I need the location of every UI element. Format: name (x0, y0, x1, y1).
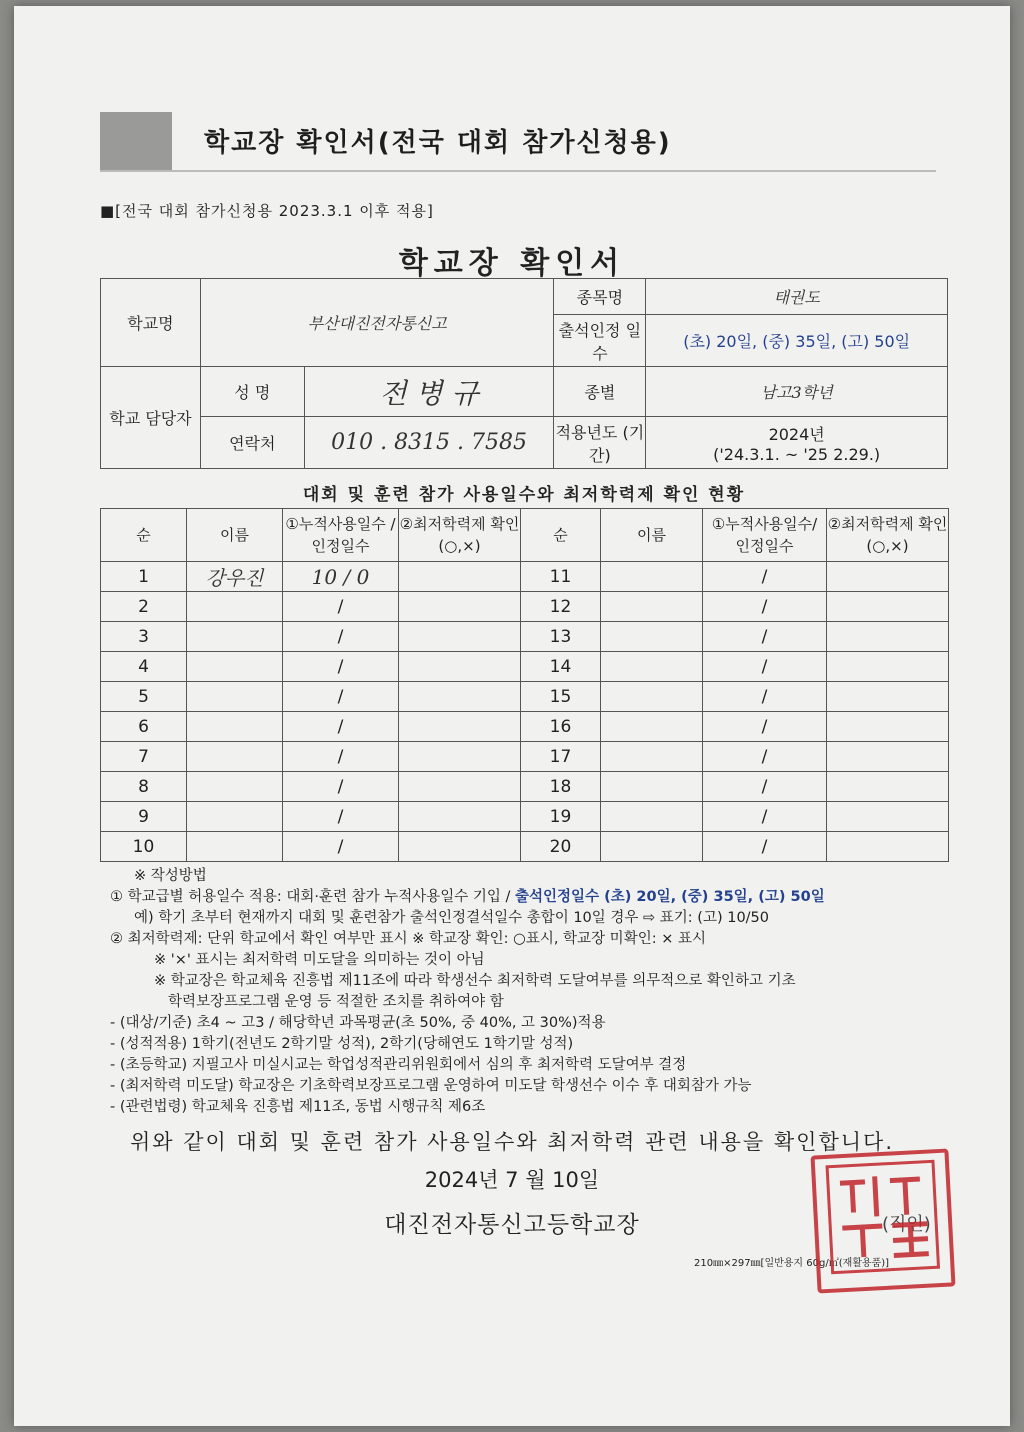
student-name: 강우진 (187, 562, 283, 592)
instructions-title: ※ 작성방법 (134, 868, 207, 884)
days-value: / (703, 802, 827, 832)
row-number: 2 (101, 592, 187, 622)
student-name (187, 652, 283, 682)
row-number: 17 (521, 742, 601, 772)
table-row (101, 742, 949, 772)
note-1-highlight: 출석인정일수 (초) 20일, (중) 35일, (고) 50일 (515, 889, 825, 905)
check-cell (399, 832, 521, 862)
row-number: 7 (101, 742, 187, 772)
student-name (601, 562, 703, 592)
student-name (601, 802, 703, 832)
row-number: 11 (521, 562, 601, 592)
row-number: 12 (521, 592, 601, 622)
note-1 (110, 887, 970, 908)
col-header-min-academic: ②최저학력제 확인(○,×) (399, 509, 521, 562)
contact-person-label: 학교 담당자 (101, 367, 201, 469)
student-name (601, 772, 703, 802)
note-1-text: ① 학교급별 허용일수 적용: 대회·훈련 참가 누적사용일수 기입 / (110, 889, 516, 905)
row-number: 14 (521, 652, 601, 682)
row-number: 1 (101, 562, 187, 592)
detail-4: - (최저학력 미도달) 학교장은 기초학력보장프로그램 운영하여 미도달 학생선수 이수 후 대회참가 가능 (110, 1078, 752, 1094)
year-label: 적용년도 (기간) (554, 417, 646, 469)
paper-spec: 210㎜×297㎜[일반용지 60g/㎡(재활용품)] (694, 1258, 890, 1269)
name-value: 전 병 규 (304, 367, 554, 417)
check-cell (827, 712, 949, 742)
col-header-name: 이름 (187, 509, 283, 562)
detail-1: - (대상/기준) 초4 ~ 고3 / 해당학년 과목평균(초 50%, 중 40%, 고 30%)적용 (110, 1015, 606, 1031)
note-1-example: 예) 학기 초부터 현재까지 대회 및 훈련참가 출석인정결석일수 총합이 10일 경우 ⇨ 표기: (고) 10/50 (134, 910, 770, 926)
principal-title: 대진전자통신고등학교장 (384, 1212, 640, 1238)
check-cell (827, 652, 949, 682)
table-row (101, 712, 949, 742)
student-name (187, 772, 283, 802)
check-cell (827, 592, 949, 622)
days-value: / (283, 592, 399, 622)
document-page (14, 6, 1010, 1426)
seal-icon (819, 1153, 947, 1281)
row-number: 15 (521, 682, 601, 712)
col-header-no-2: 순 (521, 509, 601, 562)
check-cell (399, 562, 521, 592)
col-header-no: 순 (101, 509, 187, 562)
table-row (101, 562, 949, 592)
days-value: 10 / 0 (283, 562, 399, 592)
student-name (601, 742, 703, 772)
check-cell (827, 742, 949, 772)
phone-label: 연락처 (200, 417, 304, 469)
table-row (101, 592, 949, 622)
row-number: 3 (101, 622, 187, 652)
confirmation-statement: 위와 같이 대회 및 훈련 참가 사용일수와 최저학력 관련 내용을 확인합니다. (129, 1130, 894, 1154)
days-value: / (703, 682, 827, 712)
row-number: 13 (521, 622, 601, 652)
year-cell (646, 417, 948, 469)
days-value: / (703, 772, 827, 802)
check-cell (827, 622, 949, 652)
sport-label: 종목명 (554, 279, 646, 315)
name-label: 성 명 (200, 367, 304, 417)
table-row (101, 652, 949, 682)
days-value: / (703, 622, 827, 652)
table-row (101, 622, 949, 652)
row-number: 5 (101, 682, 187, 712)
note-2-a: ※ '×' 표시는 최저학력 미도달을 의미하는 것이 아님 (154, 952, 485, 968)
col-header-name-2: 이름 (601, 509, 703, 562)
applicability-note: ■[전국 대회 참가신청용 2023.3.1 이후 적용] (100, 202, 434, 220)
check-cell (399, 622, 521, 652)
category-value: 남고3학년 (646, 367, 948, 417)
student-name (601, 622, 703, 652)
student-name (187, 802, 283, 832)
attend-label: 출석인정 일수 (554, 315, 646, 367)
check-cell (827, 832, 949, 862)
days-value: / (283, 832, 399, 862)
days-value: / (703, 712, 827, 742)
days-value: / (703, 652, 827, 682)
detail-2: - (성적적용) 1학기(전년도 2학기말 성적), 2학기(당해연도 1학기말 성적) (110, 1036, 574, 1052)
table-row (101, 802, 949, 832)
participation-table (100, 508, 949, 862)
days-value: / (283, 652, 399, 682)
row-number: 16 (521, 712, 601, 742)
student-name (187, 592, 283, 622)
student-name (187, 622, 283, 652)
instructions (110, 866, 970, 1118)
official-seal-stamp (810, 1148, 955, 1293)
days-value: / (283, 772, 399, 802)
seal-placeholder-text: (직인) (882, 1214, 931, 1235)
detail-5: - (관련법령) 학교체육 진흥법 제11조, 동법 시행규칙 제6조 (110, 1099, 486, 1115)
school-label: 학교명 (101, 279, 201, 367)
days-value: / (703, 742, 827, 772)
student-name (187, 682, 283, 712)
check-cell (399, 682, 521, 712)
check-cell (399, 652, 521, 682)
row-number: 9 (101, 802, 187, 832)
col-header-min-academic-2: ②최저학력제 확인(○,×) (827, 509, 949, 562)
student-name (601, 592, 703, 622)
table-row (101, 772, 949, 802)
row-number: 18 (521, 772, 601, 802)
days-value: / (283, 712, 399, 742)
check-cell (827, 562, 949, 592)
check-cell (399, 592, 521, 622)
note-2: ② 최저학력제: 단위 학교에서 확인 여부만 표시 ※ 학교장 확인: ○표시, 학교장 미확인: × 표시 (110, 931, 706, 947)
days-value: / (283, 742, 399, 772)
days-value: / (703, 562, 827, 592)
check-cell (399, 772, 521, 802)
days-value: / (703, 592, 827, 622)
col-header-days-2: ①누적사용일수/ 인정일수 (703, 509, 827, 562)
check-cell (827, 682, 949, 712)
student-name (601, 712, 703, 742)
student-name (187, 712, 283, 742)
header-title: 학교장 확인서(전국 대회 참가신청용) (204, 128, 672, 158)
check-cell (399, 742, 521, 772)
header-gray-block (100, 112, 172, 170)
check-cell (827, 772, 949, 802)
check-cell (399, 802, 521, 832)
row-number: 6 (101, 712, 187, 742)
period-value: ('24.3.1. ~ '25 2.29.) (713, 444, 881, 464)
note-2-b1: ※ 학교장은 학교체육 진흥법 제11조에 따라 학생선수 최저학력 도달여부를 의무적으로 확인하고 기초 (154, 973, 796, 989)
days-value: / (283, 682, 399, 712)
student-name (601, 832, 703, 862)
check-cell (399, 712, 521, 742)
row-number: 8 (101, 772, 187, 802)
student-name (187, 742, 283, 772)
attend-value: (초) 20일, (중) 35일, (고) 50일 (646, 315, 948, 367)
col-header-days: ①누적사용일수 /인정일수 (283, 509, 399, 562)
detail-3: - (초등학교) 지필고사 미실시교는 학업성적관리위원회에서 심의 후 최저학력 도달여부 결정 (110, 1057, 687, 1073)
check-cell (827, 802, 949, 832)
issue-date: 2024년 7 월 10일 (424, 1168, 600, 1192)
row-number: 10 (101, 832, 187, 862)
days-value: / (283, 622, 399, 652)
school-value: 부산대진전자통신고 (200, 279, 554, 367)
note-2-b2: 학력보장프로그램 운영 등 적절한 조치를 취하여야 함 (168, 994, 504, 1010)
student-name (601, 682, 703, 712)
category-label: 종별 (554, 367, 646, 417)
table-row (101, 832, 949, 862)
year-value: 2024년 (768, 424, 825, 444)
row-number: 20 (521, 832, 601, 862)
phone-value: 010 . 8315 . 7585 (304, 417, 554, 469)
row-number: 4 (101, 652, 187, 682)
document-title: 학교장 확인서 (398, 246, 626, 281)
sport-value: 태권도 (646, 279, 948, 315)
days-value: / (283, 802, 399, 832)
student-name (187, 832, 283, 862)
table-row (101, 682, 949, 712)
section-title: 대회 및 훈련 참가 사용일수와 최저학력제 확인 현황 (302, 485, 746, 505)
info-table (100, 278, 948, 469)
days-value: / (703, 832, 827, 862)
student-name (601, 652, 703, 682)
row-number: 19 (521, 802, 601, 832)
